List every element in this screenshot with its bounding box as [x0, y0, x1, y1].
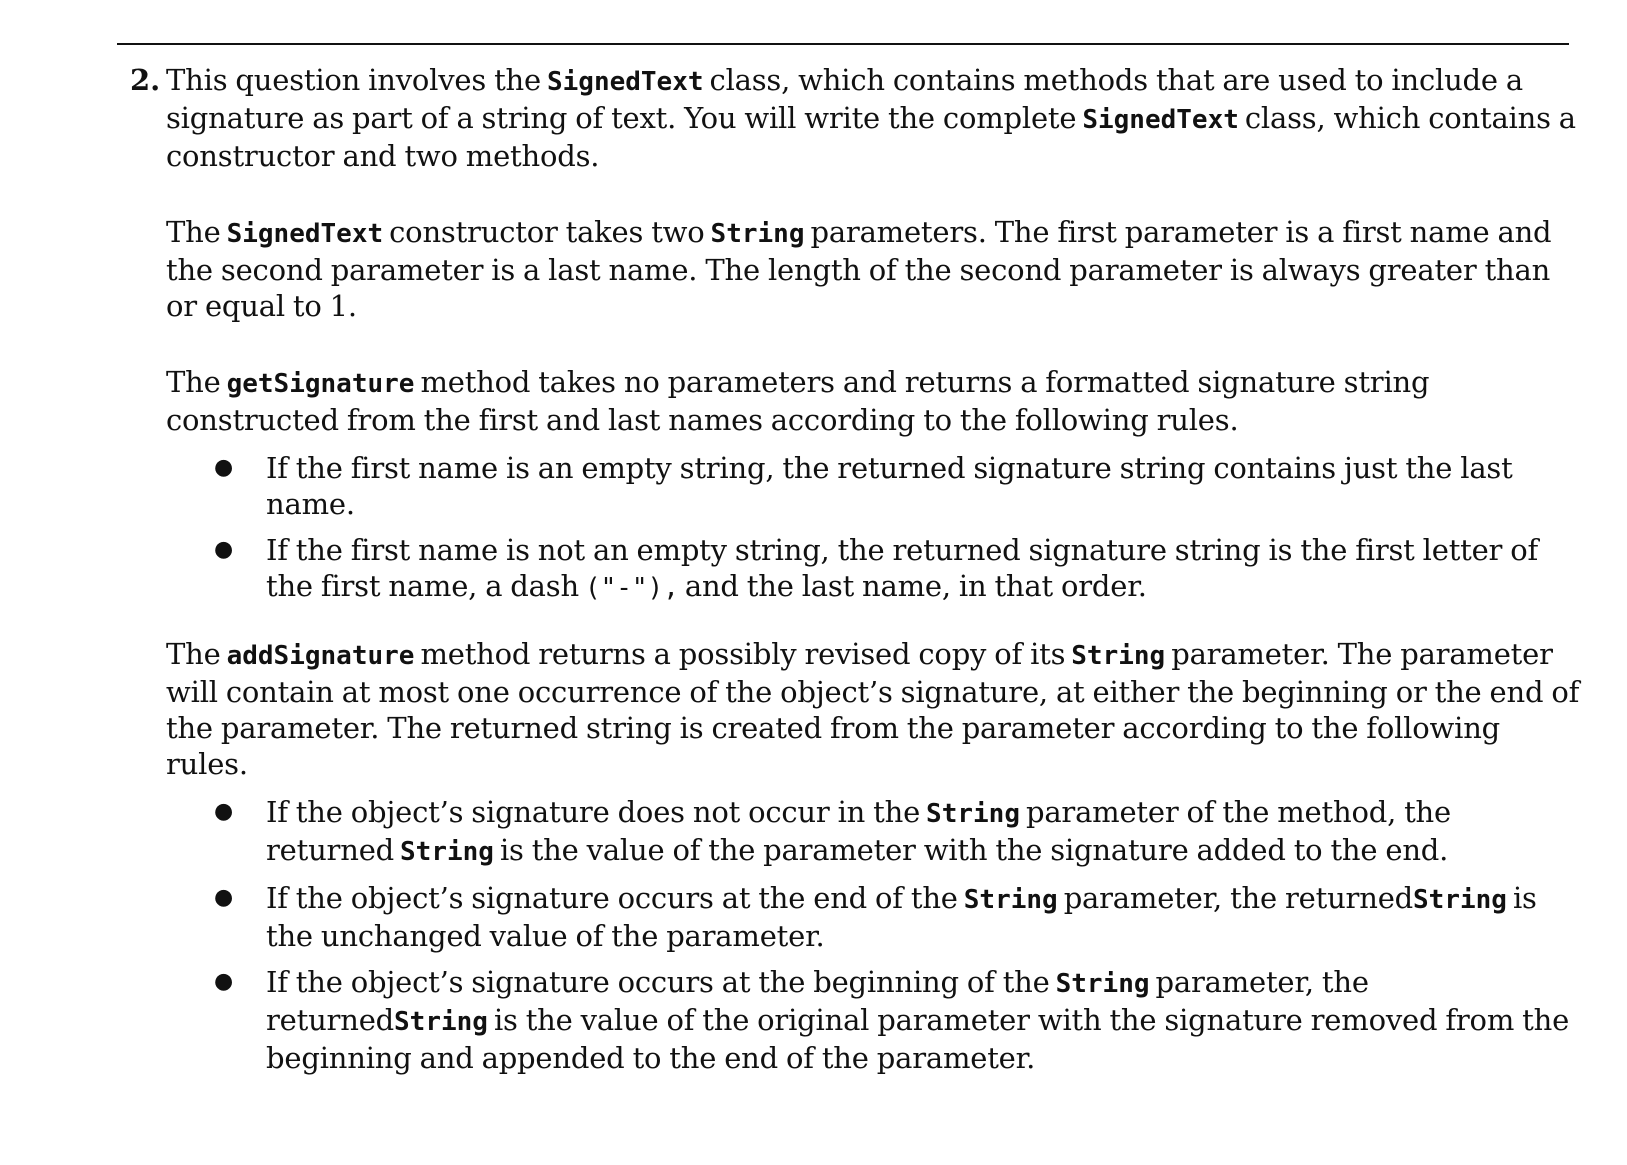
addsignature-rule-1-code-1: String — [926, 799, 1020, 829]
addsignature-rule-1-text-1: If the object’s signature does not occur in the — [266, 795, 921, 829]
addsignature-text-2: method returns a possibly revised copy of its — [420, 637, 1066, 671]
addsignature-code: addSignature — [226, 641, 415, 671]
addsignature-rule-3 — [166, 964, 1580, 1076]
addsignature-rule-3-code-1: String — [1055, 969, 1150, 999]
addsignature-rule-2-text-1: If the object’s signature occurs at the end of the — [266, 881, 958, 915]
intro-code-signedtext-2: SignedText — [1082, 105, 1239, 135]
dash-literal-code: ("-"), — [584, 573, 679, 603]
bullet-icon: ● — [214, 799, 233, 824]
addsignature-rule-3-text-1: If the object’s signature occurs at the beginning of the — [266, 965, 1050, 999]
constructor-code-string: String — [710, 219, 805, 249]
constructor-text-1: The — [166, 215, 221, 249]
question-block — [130, 62, 1580, 1086]
addsignature-rules-list — [166, 794, 1580, 1076]
addsignature-rule-3-text-3: is the value of the original parameter with the signature removed from the beginning and appended to the end of the parameter. — [266, 1003, 1570, 1075]
addsignature-rule-1-text-3: is the value of the parameter with the signature added to the end. — [499, 833, 1449, 867]
getsignature-rules-list — [166, 450, 1580, 606]
intro-paragraph — [166, 62, 1580, 174]
bullet-icon: ● — [214, 537, 233, 562]
addsignature-code-string: String — [1071, 641, 1166, 671]
constructor-text-3: parameters. The first parameter is a first name and the second parameter is a last name. The length of the second parameter is always greater than or equal to 1. — [166, 215, 1552, 323]
addsignature-rule-3-code-2: String — [394, 1007, 488, 1037]
constructor-paragraph — [166, 214, 1580, 324]
addsignature-rule-1 — [166, 794, 1580, 870]
question-number: 2. — [130, 63, 161, 97]
addsignature-rule-3-text-2: parameter, the returned — [266, 965, 1369, 1037]
bullet-icon: ● — [214, 885, 233, 910]
top-divider — [117, 43, 1569, 45]
addsignature-rule-2-code-1: String — [963, 885, 1058, 915]
addsignature-rule-2-text-2: parameter, the returned — [1063, 881, 1414, 915]
intro-code-signedtext-1: SignedText — [546, 67, 704, 97]
addsignature-text-3: parameter. The parameter will contain at most one occurrence of the object’s signature, at either the beginning or the end of the parameter. The returned string is created from the parameter according to the following rules. — [166, 637, 1580, 781]
addsignature-text-1: The — [166, 637, 221, 671]
constructor-text-2: constructor takes two — [389, 215, 705, 249]
getsignature-rule-2-text-1: If the first name is not an empty string, the returned signature string is the first letter of the first name, a dash — [266, 533, 1539, 603]
addsignature-rule-1-text-2: parameter of the method, the returned — [266, 795, 1452, 867]
intro-text-3: class, which contains a constructor and two methods. — [166, 101, 1576, 173]
getsignature-rule-1 — [166, 450, 1580, 522]
addsignature-paragraph — [166, 636, 1580, 782]
addsignature-rule-2-code-2: String — [1413, 885, 1507, 915]
getsignature-code: getSignature — [226, 369, 415, 399]
getsignature-rule-2 — [166, 532, 1580, 606]
getsignature-text-2: method takes no parameters and returns a formatted signature string constructed from the first and last names according to the following rules. — [166, 365, 1430, 437]
addsignature-rule-1-code-2: String — [400, 837, 494, 867]
getsignature-text-1: The — [166, 365, 221, 399]
bullet-icon: ● — [214, 969, 233, 994]
addsignature-rule-2-text-3: is the unchanged value of the parameter. — [266, 881, 1537, 953]
addsignature-rule-2 — [166, 880, 1580, 954]
getsignature-rule-2-text-2: and the last name, in that order. — [684, 569, 1147, 603]
getsignature-rule-1-text: If the first name is an empty string, the returned signature string contains just the last name. — [266, 451, 1513, 521]
bullet-icon: ● — [214, 455, 233, 480]
constructor-code-signedtext: SignedText — [226, 219, 384, 249]
intro-text-2: class, which contains methods that are used to include a signature as part of a string of text. You will write the complete — [166, 63, 1523, 135]
getsignature-paragraph — [166, 364, 1580, 438]
intro-text-1: This question involves the — [166, 63, 541, 97]
